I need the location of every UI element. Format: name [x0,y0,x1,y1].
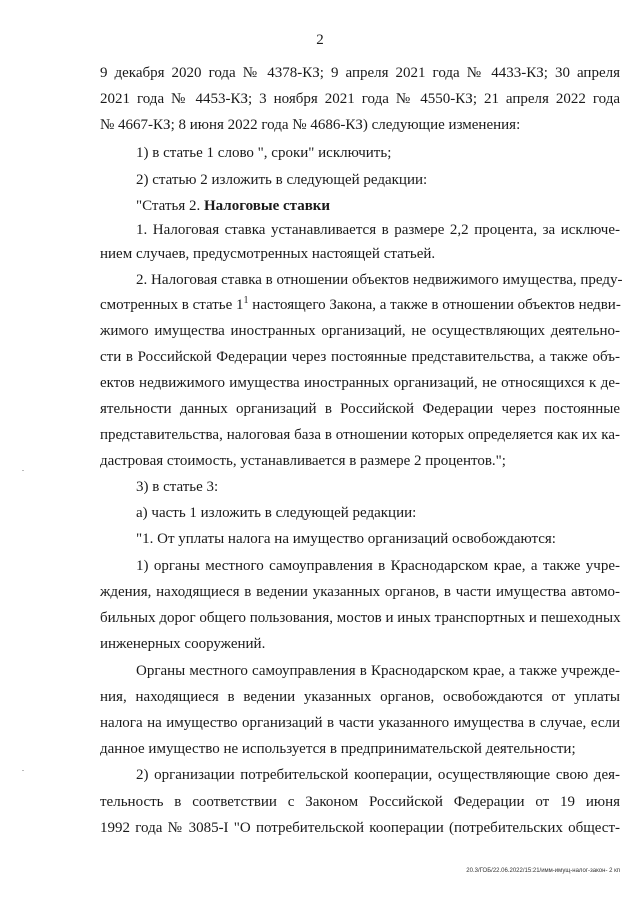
text-line: "1. От уплаты налога на имущество организаций освобождаются: [136,531,556,547]
text-line: а) часть 1 изложить в следующей редакции: [136,505,417,521]
document-footer-code: 20.3/ГОБ/22.06.2022/15:21/имм-имущ-налог-закон- 2 кп [466,868,620,874]
text-line: инженерных сооружений. [100,636,266,652]
text-line: № 4667-КЗ; 8 июня 2022 года № 4686-КЗ) следующие изменения: [100,117,521,133]
text-line: налога на имущество организаций в части указанного имущества в случае, если [100,715,620,731]
scan-dot [22,770,24,771]
text-line: тельность в соответствии с Законом Российской Федерации от 19 июня [100,794,620,810]
text-line: 2021 года № 4453-КЗ; 3 ноября 2021 года № 4550-КЗ; 21 апреля 2022 года [100,91,620,107]
text-line: 1) в статье 1 слово ", сроки" исключить; [136,145,392,161]
text-line: 3) в статье 3: [136,479,219,495]
text-span: смотренных в статье 1 [100,297,244,313]
text-line: Органы местного самоуправления в Краснодарском крае, а также учрежде- [136,663,620,679]
text-line: сти в Российской Федерации через постоянные представительства, а также объ- [100,349,620,365]
text-line: 1) органы местного самоуправления в Краснодарском крае, а также учре- [136,558,620,574]
text-line: 1992 года № 3085-I "О потребительской кооперации (потребительских общест- [100,820,620,836]
text-line: представительства, налоговая база в отношении которых определяется как их ка- [100,427,620,443]
text-line: жимого имущества иностранных организаций, не осуществляющих деятельно- [100,323,620,339]
text-line: данное имущество не используется в предпринимательской деятельности; [100,741,576,757]
text-line: 1. Налоговая ставка устанавливается в размере 2,2 процента, за исключе- [136,222,620,238]
text-line: 9 декабря 2020 года № 4378-КЗ; 9 апреля 2021 года № 4433-КЗ; 30 апреля [100,65,620,81]
text-line: 2) организации потребительской кооперации, осуществляющие свою дея- [136,767,620,783]
text-line: ятельности данных организаций в Российской Федерации через постоянные [100,401,620,417]
text-line: ждения, находящиеся в ведении указанных органов, в части имущества автомо- [100,584,620,600]
text-line: бильных дорог общего пользования, мостов и иных транспортных и пешеходных [100,610,621,626]
scan-dot [22,470,24,471]
text-line: ния, находящиеся в ведении указанных органов, освобождаются от уплаты [100,689,620,705]
text-line: 2) статью 2 изложить в следующей редакции: [136,172,428,188]
article-heading [136,197,640,215]
text-line: нием случаев, предусмотренных настоящей статьей. [100,246,436,262]
text-line: 2. Налоговая ставка в отношении объектов недвижимого имущества, преду- [136,272,623,288]
text-line: ектов недвижимого имущества иностранных организаций, не относящихся к де- [100,375,620,391]
text-line: дастровая стоимость, устанавливается в размере 2 процентов."; [100,453,506,469]
article-heading-number: "Статья 2. [136,198,204,214]
text-line [100,296,620,314]
superscript: 1 [243,295,249,306]
page-number: 2 [316,32,324,48]
text-span: настоящего Закона, а также в отношении объектов недви- [248,297,621,313]
article-heading-title: Налоговые ставки [203,198,331,214]
